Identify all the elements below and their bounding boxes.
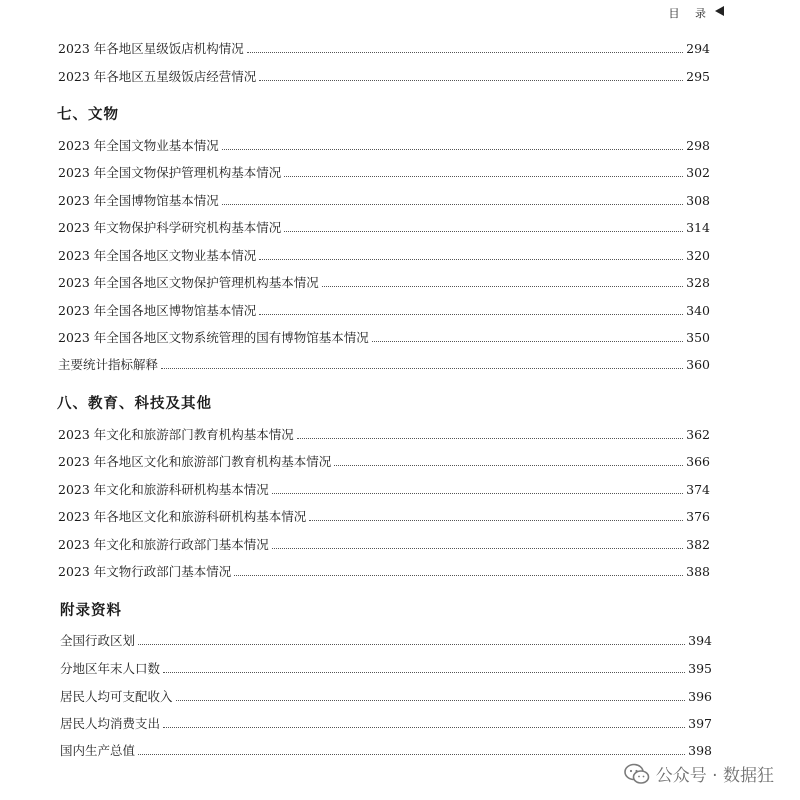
toc-entry[interactable] xyxy=(58,327,710,347)
section-heading-relics: 七、文物 xyxy=(57,107,119,123)
dot-leader xyxy=(322,286,683,287)
toc-entry[interactable] xyxy=(60,740,712,760)
toc-entry[interactable] xyxy=(60,686,712,706)
toc-entry[interactable] xyxy=(58,424,710,444)
toc-entry-page: 398 xyxy=(688,742,712,758)
toc-entry-title: 居民人均可支配收入 xyxy=(60,689,173,704)
toc-entry-page: 328 xyxy=(686,274,710,290)
toc-entry[interactable] xyxy=(58,479,710,499)
watermark-text: 公众号 · 数据狂 xyxy=(655,766,774,786)
dot-leader xyxy=(163,672,685,673)
toc-entry-page: 376 xyxy=(686,508,710,524)
dot-leader xyxy=(284,231,683,232)
toc-entry-page: 395 xyxy=(688,660,712,676)
toc-entry-title: 分地区年末人口数 xyxy=(60,661,161,676)
toc-entry[interactable] xyxy=(58,162,710,182)
toc-entry-page: 374 xyxy=(686,481,710,497)
toc-entry-title: 主要统计指标解释 xyxy=(58,357,159,372)
toc-entry-page: 360 xyxy=(686,356,710,372)
dot-leader xyxy=(272,493,683,494)
toc-entry-page: 388 xyxy=(686,563,710,579)
toc-entry-title: 2023 年文物保护科学研究机构基本情况 xyxy=(58,220,282,235)
toc-entry[interactable] xyxy=(60,658,712,678)
toc-entry-page: 382 xyxy=(686,536,710,552)
toc-entry-page: 340 xyxy=(686,302,710,318)
toc-entry-page: 362 xyxy=(686,426,710,442)
toc-entry[interactable] xyxy=(58,245,710,265)
dot-leader xyxy=(272,548,683,549)
toc-entry-page: 298 xyxy=(686,137,710,153)
toc-entry-page: 320 xyxy=(686,247,710,263)
dot-leader xyxy=(161,368,683,369)
toc-entry[interactable] xyxy=(58,561,710,581)
toc-entry[interactable] xyxy=(58,217,710,237)
dot-leader xyxy=(138,754,685,755)
dot-leader xyxy=(259,259,683,260)
dot-leader xyxy=(334,465,683,466)
toc-entry[interactable] xyxy=(60,713,712,733)
toc-entry-title: 2023 年文物行政部门基本情况 xyxy=(58,564,232,579)
toc-entry-title: 2023 年文化和旅游行政部门基本情况 xyxy=(58,537,269,552)
toc-entry-title: 2023 年全国博物馆基本情况 xyxy=(58,193,219,208)
toc-entry-page: 350 xyxy=(686,329,710,345)
toc-entry-page: 396 xyxy=(688,688,712,704)
dot-leader xyxy=(222,204,683,205)
dot-leader xyxy=(284,176,683,177)
dot-leader xyxy=(259,80,683,81)
toc-entry[interactable] xyxy=(58,135,710,155)
toc-entry-page: 394 xyxy=(688,632,712,648)
toc-entry-title: 2023 年各地区星级饭店机构情况 xyxy=(58,41,244,56)
toc-entry-page: 295 xyxy=(686,68,710,84)
toc-entry-title: 2023 年文化和旅游部门教育机构基本情况 xyxy=(58,427,294,442)
watermark xyxy=(624,761,774,786)
toc-entry-title: 2023 年全国文物业基本情况 xyxy=(58,138,219,153)
section-heading-appendix: 附录资料 xyxy=(60,603,122,619)
toc-entry-title: 2023 年全国文物保护管理机构基本情况 xyxy=(58,165,282,180)
toc-entry-title: 2023 年各地区五星级饭店经营情况 xyxy=(58,69,257,84)
toc-entry[interactable] xyxy=(58,190,710,210)
header-arrow-icon xyxy=(715,6,724,16)
toc-entry-title: 国内生产总值 xyxy=(60,743,136,758)
toc-entry[interactable] xyxy=(58,451,710,471)
toc-entry[interactable] xyxy=(58,534,710,554)
dot-leader xyxy=(247,52,683,53)
section-heading-education: 八、教育、科技及其他 xyxy=(57,396,212,412)
toc-entry[interactable] xyxy=(58,272,710,292)
dot-leader xyxy=(297,438,683,439)
toc-entry-page: 314 xyxy=(686,219,710,235)
toc-entry-page: 294 xyxy=(686,40,710,56)
dot-leader xyxy=(372,341,683,342)
toc-entry[interactable] xyxy=(58,38,710,58)
toc-entry-title: 2023 年各地区文化和旅游科研机构基本情况 xyxy=(58,509,307,524)
toc-entry[interactable] xyxy=(58,300,710,320)
toc-entry-page: 302 xyxy=(686,164,710,180)
toc-entry-title: 居民人均消费支出 xyxy=(60,716,161,731)
toc-entry-page: 397 xyxy=(688,715,712,731)
dot-leader xyxy=(234,575,683,576)
toc-entry-title: 2023 年全国各地区文物业基本情况 xyxy=(58,248,257,263)
dot-leader xyxy=(138,644,685,645)
dot-leader xyxy=(163,727,685,728)
dot-leader xyxy=(176,700,686,701)
toc-entry[interactable] xyxy=(58,66,710,86)
toc-entry-title: 2023 年各地区文化和旅游部门教育机构基本情况 xyxy=(58,454,332,469)
toc-entry-title: 2023 年文化和旅游科研机构基本情况 xyxy=(58,482,269,497)
dot-leader xyxy=(259,314,683,315)
toc-entry-title: 2023 年全国各地区文物保护管理机构基本情况 xyxy=(58,275,319,290)
page-header: 目 录 xyxy=(668,7,712,20)
wechat-icon xyxy=(624,763,650,785)
dot-leader xyxy=(309,520,683,521)
toc-entry[interactable] xyxy=(58,354,710,374)
toc-entry[interactable] xyxy=(58,506,710,526)
toc-entry[interactable] xyxy=(60,630,712,650)
toc-entry-title: 2023 年全国各地区博物馆基本情况 xyxy=(58,303,257,318)
toc-entry-page: 366 xyxy=(686,453,710,469)
toc-entry-page: 308 xyxy=(686,192,710,208)
toc-entry-title: 2023 年全国各地区文物系统管理的国有博物馆基本情况 xyxy=(58,330,369,345)
toc-entry-title: 全国行政区划 xyxy=(60,633,136,648)
dot-leader xyxy=(222,149,683,150)
